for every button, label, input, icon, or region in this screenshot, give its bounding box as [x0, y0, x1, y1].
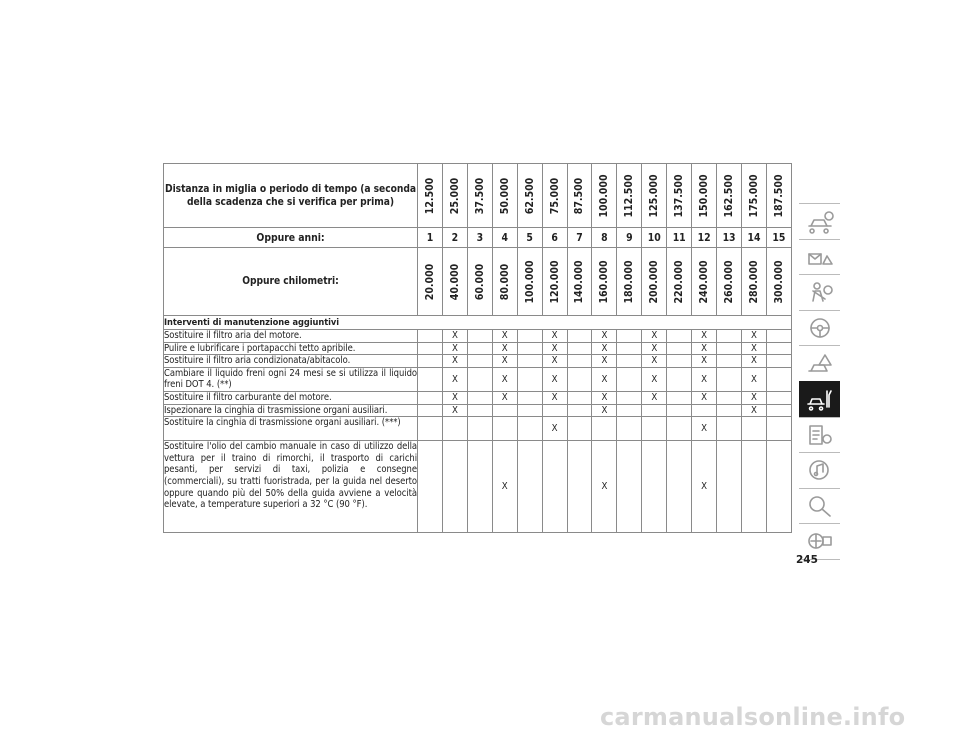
interval-mark-cell: X	[542, 330, 567, 343]
km-interval-cell	[542, 248, 567, 316]
maintenance-item-label: Sostituire il filtro aria condizionata/abitacolo.	[164, 355, 418, 368]
interval-mark-cell	[467, 367, 492, 391]
interval-mark-cell	[467, 441, 492, 533]
year-value: 3	[467, 228, 492, 248]
interval-mark-cell	[766, 391, 791, 404]
interval-mark-cell: X	[592, 441, 617, 533]
miles-interval-value: 50.000	[498, 177, 511, 214]
km-interval-value: 20.000	[423, 263, 436, 300]
interval-mark-cell: X	[542, 355, 567, 368]
km-interval-cell	[442, 248, 467, 316]
year-value: 9	[617, 228, 642, 248]
interval-mark-cell: X	[692, 417, 717, 441]
interval-mark-cell: X	[741, 330, 766, 343]
km-interval-cell	[617, 248, 642, 316]
miles-header-label: Distanza in miglia o periodo di tempo (a seconda della scadenza che si verifica per prima)	[164, 164, 418, 228]
interval-mark-cell	[517, 355, 542, 368]
table-row	[164, 391, 792, 404]
miles-interval-value: 175.000	[747, 173, 760, 218]
side-tab-specifications-gear[interactable]	[799, 417, 840, 453]
section-row	[164, 316, 792, 330]
interval-mark-cell	[517, 391, 542, 404]
maintenance-item-label: Sostituire l'olio del cambio manuale in caso di utilizzo della vettura per il traino di rimorchi, il trasporto di carichi pesanti, per servizi di taxi, polizia e consegne (commerciali), su tratti fuoristrada, per la guida nel deserto oppure quando più del 50% della guida avviene a velocità elevate, a temperature superiori a 32 °C (90 °F).	[164, 441, 418, 533]
maintenance-item-label: Cambiare il liquido freni ogni 24 mesi se si utilizza il liquido freni DOT 4. (**)	[164, 367, 417, 391]
interval-mark-cell	[418, 417, 443, 441]
maintenance-schedule-table	[163, 163, 792, 533]
interval-mark-cell	[717, 355, 742, 368]
interval-mark-cell	[717, 367, 742, 391]
miles-header-row	[164, 164, 792, 228]
interval-mark-cell	[418, 355, 443, 368]
interval-mark-cell: X	[542, 342, 567, 355]
interval-mark-cell	[567, 367, 592, 391]
year-value: 1	[418, 228, 443, 248]
miles-interval-value: 187.500	[772, 173, 785, 218]
interval-mark-cell	[517, 342, 542, 355]
interval-mark-cell	[617, 355, 642, 368]
car-info-icon	[805, 208, 835, 234]
interval-mark-cell: X	[741, 391, 766, 404]
km-interval-cell	[642, 248, 667, 316]
interval-mark-cell	[567, 417, 592, 441]
interval-mark-cell	[592, 417, 617, 441]
side-tab-index-magnifier[interactable]	[799, 488, 840, 524]
interval-mark-cell	[617, 441, 642, 533]
interval-mark-cell	[766, 367, 791, 391]
interval-mark-cell	[617, 417, 642, 441]
interval-mark-cell	[418, 367, 443, 391]
year-value: 13	[717, 228, 742, 248]
years-header-label: Oppure anni:	[164, 228, 418, 248]
languages-icon	[805, 529, 835, 555]
interval-mark-cell: X	[692, 367, 717, 391]
car-key-mail-icon	[805, 244, 835, 270]
km-interval-cell	[567, 248, 592, 316]
km-interval-value: 220.000	[673, 259, 686, 304]
maintenance-item-label: Sostituire la cinghia di trasmissione organi ausiliari. (***)	[164, 417, 418, 441]
interval-mark-cell	[492, 417, 517, 441]
interval-mark-cell	[418, 391, 443, 404]
miles-interval-cell	[692, 164, 717, 228]
interval-mark-cell	[766, 342, 791, 355]
miles-interval-cell	[467, 164, 492, 228]
interval-mark-cell: X	[741, 355, 766, 368]
maintenance-item-label: Sostituire il filtro carburante del motore.	[164, 391, 418, 404]
interval-mark-cell: X	[442, 330, 467, 343]
interval-mark-cell	[766, 355, 791, 368]
miles-interval-cell	[766, 164, 791, 228]
km-interval-value: 100.000	[523, 259, 536, 304]
specifications-gear-icon	[805, 422, 835, 448]
interval-mark-cell	[667, 355, 692, 368]
interval-mark-cell: X	[692, 330, 717, 343]
interval-mark-cell: X	[492, 441, 517, 533]
table-row	[164, 342, 792, 355]
interval-mark-cell: X	[542, 417, 567, 441]
interval-mark-cell: X	[642, 367, 667, 391]
interval-mark-cell	[667, 404, 692, 417]
interval-mark-cell	[567, 330, 592, 343]
car-service-tools-icon	[805, 386, 835, 412]
multimedia-music-icon	[805, 457, 835, 483]
table-row	[164, 441, 792, 533]
interval-mark-cell	[442, 441, 467, 533]
km-interval-cell	[667, 248, 692, 316]
interval-mark-cell	[717, 342, 742, 355]
km-interval-value: 120.000	[548, 259, 561, 304]
side-tab-car-key-mail[interactable]	[799, 239, 840, 275]
interval-mark-cell	[517, 330, 542, 343]
km-interval-value: 240.000	[698, 259, 711, 304]
km-interval-value: 60.000	[473, 263, 486, 300]
interval-mark-cell	[418, 441, 443, 533]
interval-mark-cell	[418, 404, 443, 417]
interval-mark-cell	[617, 404, 642, 417]
side-tab-car-warning[interactable]	[799, 345, 840, 381]
maintenance-item-label: Pulire e lubrificare i portapacchi tetto apribile.	[164, 342, 418, 355]
interval-mark-cell	[418, 330, 443, 343]
interval-mark-cell	[667, 441, 692, 533]
interval-mark-cell: X	[492, 330, 517, 343]
miles-interval-cell	[717, 164, 742, 228]
interval-mark-cell: X	[692, 391, 717, 404]
interval-mark-cell	[517, 367, 542, 391]
interval-mark-cell	[766, 404, 791, 417]
interval-mark-cell	[667, 367, 692, 391]
interval-mark-cell: X	[642, 342, 667, 355]
interval-mark-cell	[717, 417, 742, 441]
interval-mark-cell	[567, 355, 592, 368]
interval-mark-cell: X	[592, 342, 617, 355]
miles-interval-value: 112.500	[623, 173, 636, 218]
interval-mark-cell	[667, 342, 692, 355]
interval-mark-cell: X	[592, 355, 617, 368]
interval-mark-cell: X	[592, 330, 617, 343]
km-interval-value: 140.000	[573, 259, 586, 304]
maintenance-item-label: Ispezionare la cinghia di trasmissione organi ausiliari.	[164, 404, 418, 417]
maintenance-item-label: Sostituire il filtro aria del motore.	[164, 330, 418, 343]
interval-mark-cell	[717, 441, 742, 533]
interval-mark-cell: X	[592, 391, 617, 404]
km-header-label: Oppure chilometri:	[164, 248, 418, 316]
km-interval-cell	[592, 248, 617, 316]
interval-mark-cell	[517, 417, 542, 441]
car-warning-icon	[805, 351, 835, 377]
year-value: 4	[492, 228, 517, 248]
year-value: 6	[542, 228, 567, 248]
miles-interval-value: 12.500	[423, 177, 436, 214]
km-interval-value: 160.000	[598, 259, 611, 304]
interval-mark-cell: X	[692, 355, 717, 368]
interval-mark-cell	[617, 391, 642, 404]
interval-mark-cell	[467, 355, 492, 368]
interval-mark-cell	[717, 330, 742, 343]
interval-mark-cell	[418, 342, 443, 355]
interval-mark-cell	[467, 391, 492, 404]
km-interval-value: 260.000	[723, 259, 736, 304]
km-interval-value: 180.000	[623, 259, 636, 304]
miles-interval-cell	[542, 164, 567, 228]
interval-mark-cell: X	[542, 367, 567, 391]
interval-mark-cell	[617, 330, 642, 343]
table-row	[164, 367, 792, 391]
km-interval-cell	[766, 248, 791, 316]
km-interval-value: 280.000	[747, 259, 760, 304]
miles-interval-value: 75.000	[548, 177, 561, 214]
interval-mark-cell: X	[542, 391, 567, 404]
interval-mark-cell	[517, 404, 542, 417]
interval-mark-cell	[766, 417, 791, 441]
miles-interval-cell	[592, 164, 617, 228]
interval-mark-cell	[567, 391, 592, 404]
interval-mark-cell: X	[592, 367, 617, 391]
interval-mark-cell	[692, 404, 717, 417]
miles-interval-cell	[418, 164, 443, 228]
interval-mark-cell	[467, 330, 492, 343]
year-value: 8	[592, 228, 617, 248]
miles-interval-value: 137.500	[673, 173, 686, 218]
miles-interval-cell	[517, 164, 542, 228]
km-interval-cell	[467, 248, 492, 316]
seatbelt-airbag-icon	[805, 279, 835, 305]
interval-mark-cell	[741, 417, 766, 441]
miles-interval-value: 25.000	[448, 177, 461, 214]
interval-mark-cell: X	[492, 355, 517, 368]
year-value: 15	[766, 228, 791, 248]
side-tab-multimedia-music[interactable]	[799, 452, 840, 488]
interval-mark-cell	[492, 404, 517, 417]
km-interval-cell	[717, 248, 742, 316]
km-interval-cell	[492, 248, 517, 316]
years-header-row	[164, 228, 792, 248]
interval-mark-cell	[667, 391, 692, 404]
table-row	[164, 404, 792, 417]
table-row	[164, 330, 792, 343]
km-interval-cell	[418, 248, 443, 316]
interval-mark-cell	[766, 330, 791, 343]
interval-mark-cell: X	[492, 391, 517, 404]
interval-mark-cell: X	[642, 355, 667, 368]
km-interval-value: 300.000	[772, 259, 785, 304]
km-interval-value: 40.000	[448, 263, 461, 300]
table-row	[164, 417, 792, 441]
miles-interval-cell	[642, 164, 667, 228]
interval-mark-cell: X	[642, 330, 667, 343]
km-interval-cell	[517, 248, 542, 316]
interval-mark-cell	[467, 417, 492, 441]
miles-interval-cell	[617, 164, 642, 228]
interval-mark-cell	[442, 417, 467, 441]
watermark: carmanualsonline.info	[600, 703, 906, 731]
interval-mark-cell	[542, 441, 567, 533]
miles-interval-cell	[442, 164, 467, 228]
miles-interval-value: 100.000	[598, 173, 611, 218]
interval-mark-cell	[617, 367, 642, 391]
km-interval-value: 200.000	[648, 259, 661, 304]
year-value: 10	[642, 228, 667, 248]
year-value: 12	[692, 228, 717, 248]
index-magnifier-icon	[805, 493, 835, 519]
km-interval-cell	[692, 248, 717, 316]
km-interval-value: 80.000	[498, 263, 511, 300]
miles-interval-value: 162.500	[723, 173, 736, 218]
side-tab-steering-wheel[interactable]	[799, 310, 840, 346]
interval-mark-cell: X	[492, 367, 517, 391]
year-value: 2	[442, 228, 467, 248]
year-value: 14	[741, 228, 766, 248]
table-row	[164, 355, 792, 368]
side-tab-car-info[interactable]	[799, 203, 840, 239]
interval-mark-cell: X	[741, 367, 766, 391]
interval-mark-cell	[617, 342, 642, 355]
interval-mark-cell	[642, 404, 667, 417]
interval-mark-cell: X	[692, 441, 717, 533]
interval-mark-cell	[567, 342, 592, 355]
miles-interval-value: 37.500	[473, 177, 486, 214]
interval-mark-cell	[567, 404, 592, 417]
interval-mark-cell: X	[442, 367, 467, 391]
interval-mark-cell	[467, 404, 492, 417]
interval-mark-cell	[766, 441, 791, 533]
interval-mark-cell: X	[442, 391, 467, 404]
interval-mark-cell	[467, 342, 492, 355]
miles-interval-cell	[492, 164, 517, 228]
interval-mark-cell: X	[692, 342, 717, 355]
interval-mark-cell	[642, 441, 667, 533]
steering-wheel-icon	[805, 315, 835, 341]
interval-mark-cell	[517, 441, 542, 533]
miles-interval-value: 150.000	[698, 173, 711, 218]
miles-interval-value: 125.000	[648, 173, 661, 218]
km-interval-cell	[741, 248, 766, 316]
interval-mark-cell	[667, 330, 692, 343]
year-value: 11	[667, 228, 692, 248]
km-header-row	[164, 248, 792, 316]
year-value: 5	[517, 228, 542, 248]
interval-mark-cell	[567, 441, 592, 533]
side-tab-car-service-tools[interactable]	[799, 381, 840, 417]
interval-mark-cell	[717, 404, 742, 417]
year-value: 7	[567, 228, 592, 248]
interval-mark-cell: X	[592, 404, 617, 417]
miles-interval-value: 62.500	[523, 177, 536, 214]
side-tab-seatbelt-airbag[interactable]	[799, 274, 840, 310]
miles-interval-value: 87.500	[573, 177, 586, 214]
interval-mark-cell	[542, 404, 567, 417]
interval-mark-cell: X	[442, 404, 467, 417]
miles-interval-cell	[741, 164, 766, 228]
interval-mark-cell	[642, 417, 667, 441]
interval-mark-cell: X	[741, 404, 766, 417]
interval-mark-cell	[741, 441, 766, 533]
interval-mark-cell	[667, 417, 692, 441]
interval-mark-cell: X	[741, 342, 766, 355]
section-title: Interventi di manutenzione aggiuntivi	[164, 316, 792, 330]
interval-mark-cell: X	[442, 342, 467, 355]
interval-mark-cell	[717, 391, 742, 404]
interval-mark-cell: X	[492, 342, 517, 355]
interval-mark-cell: X	[442, 355, 467, 368]
interval-mark-cell: X	[642, 391, 667, 404]
miles-interval-cell	[667, 164, 692, 228]
miles-interval-cell	[567, 164, 592, 228]
side-tab-strip	[799, 203, 840, 560]
page-number: 245	[796, 554, 818, 566]
